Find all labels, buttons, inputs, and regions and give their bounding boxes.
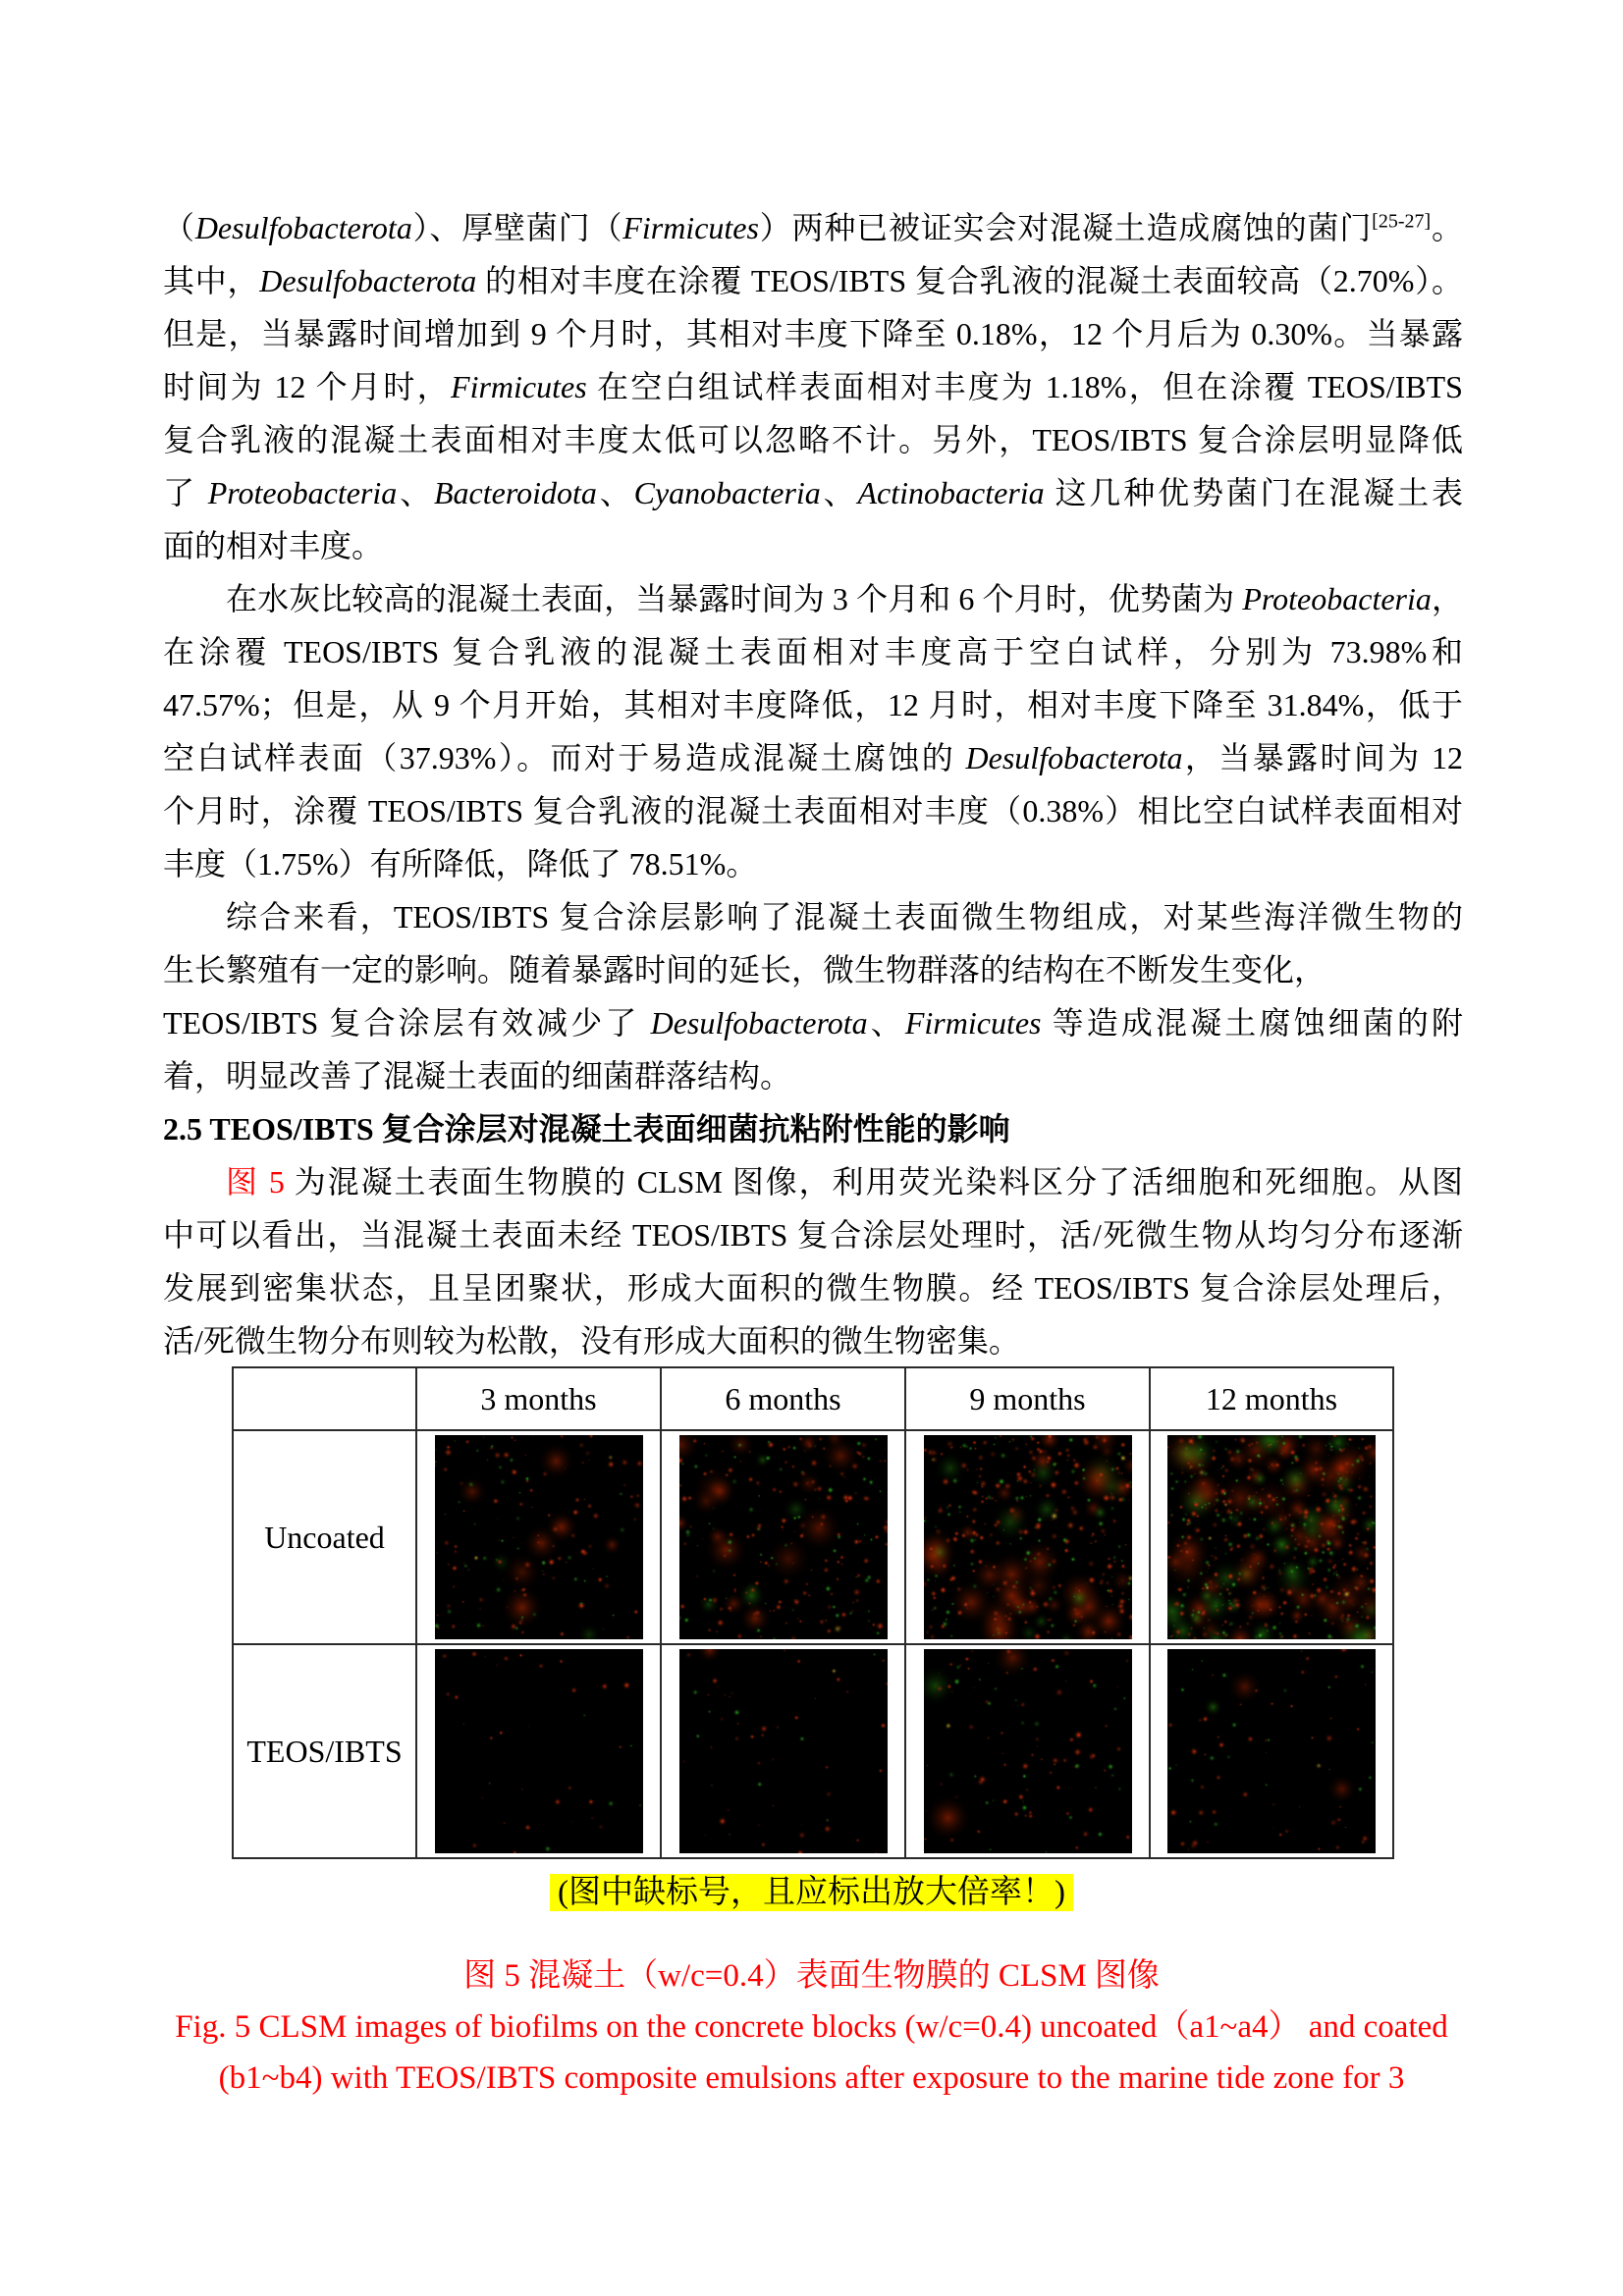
text-run: [25-27] — [1372, 210, 1432, 233]
text-run: 时间为 12 个月时， — [163, 369, 452, 404]
text-run: 生长繁殖有一定的影响。随着暴露时间的延长，微生物群落的结构在不断发生变化， — [163, 952, 1326, 988]
text-run: ，当暴露时间为 12 — [1182, 740, 1463, 775]
text-run: 、 — [867, 1005, 905, 1041]
text-line — [163, 996, 1463, 1049]
text-run: ）两种已被证实会对混凝土造成腐蚀的菌门 — [758, 210, 1373, 245]
text-run: 2.5 TEOS/IBTS 复合涂层对混凝土表面细菌抗粘附性能的影响 — [163, 1111, 1010, 1147]
text-line — [163, 1049, 1463, 1102]
taxon-name: Proteobacteria — [207, 475, 398, 510]
text-run: 综合来看，TEOS/IBTS 复合涂层影响了混凝土表面微生物组成，对某些海洋微生物的 — [226, 899, 1463, 934]
taxon-name: Desulfobacterota — [259, 263, 477, 298]
text-run: 在涂覆 TEOS/IBTS 复合乳液的混凝土表面相对丰度高于空白试样，分别为 73.98%和 — [163, 634, 1463, 669]
text-line — [163, 784, 1463, 837]
text-line — [163, 1314, 1463, 1367]
text-line — [163, 943, 1463, 996]
taxon-name: Bacteroidota — [433, 475, 597, 510]
text-line — [163, 572, 1463, 625]
text-run: 着，明显改善了混凝土表面的细菌群落结构。 — [163, 1058, 792, 1094]
text-run: 在空白组试样表面相对丰度为 1.18%，但在涂覆 TEOS/IBTS — [586, 369, 1463, 404]
table-row — [233, 1430, 1393, 1644]
image-cell — [661, 1430, 905, 1644]
header-cell-9-months: 9 months — [905, 1367, 1150, 1430]
image-cell — [905, 1430, 1150, 1644]
clsm-teosibts-6-months — [679, 1649, 888, 1853]
text-run: 、 — [820, 475, 858, 510]
text-run: 、 — [596, 475, 634, 510]
row-label-teos-ibts: TEOS/IBTS — [233, 1644, 416, 1858]
table-row — [233, 1644, 1393, 1858]
text-line — [163, 360, 1463, 413]
text-run: 空白试样表面（37.93%）。而对于易造成混凝土腐蚀的 — [163, 740, 966, 775]
text-run: 47.57%；但是，从 9 个月开始，其相对丰度降低，12 月时，相对丰度下降至 31.84%，低于 — [163, 687, 1463, 722]
text-run: 但是，当暴露时间增加到 9 个月时，其相对丰度下降至 0.18%，12 个月后为 0.30%。当暴露 — [163, 316, 1463, 351]
text-run: ， — [1431, 581, 1463, 616]
text-run: 其中， — [163, 263, 260, 298]
text-line — [163, 307, 1463, 360]
clsm-uncoated-6-months — [679, 1435, 888, 1639]
text-run: 在水灰比较高的混凝土表面，当暴露时间为 3 个月和 6 个月时，优势菌为 — [226, 581, 1243, 616]
text-line — [163, 1261, 1463, 1314]
figure-caption-en-line1: Fig. 5 CLSM images of biofilms on the concrete blocks (w/c=0.4) uncoated（a1~a4） and coated — [175, 2009, 1448, 2045]
text-run: 活/死微生物分布则较为松散，没有形成大面积的微生物密集。 — [163, 1323, 1020, 1359]
text-line — [163, 890, 1463, 943]
section-heading — [163, 1102, 1463, 1155]
text-run: 面的相对丰度。 — [163, 528, 384, 563]
text-line — [163, 254, 1463, 307]
row-label-uncoated: Uncoated — [233, 1430, 416, 1644]
image-cell — [416, 1644, 661, 1858]
image-cell — [416, 1430, 661, 1644]
text-run: 了 — [163, 475, 208, 510]
clsm-uncoated-3-months — [435, 1435, 643, 1639]
text-run: 的相对丰度在涂覆 TEOS/IBTS 复合乳液的混凝土表面较高（2.70%）。 — [476, 263, 1463, 298]
clsm-uncoated-9-months — [924, 1435, 1132, 1639]
text-line — [163, 413, 1463, 466]
image-cell — [1150, 1644, 1393, 1858]
taxon-name: Firmicutes — [904, 1005, 1042, 1041]
header-cell-empty — [233, 1367, 416, 1430]
text-run: 中可以看出，当混凝土表面未经 TEOS/IBTS 复合涂层处理时，活/死微生物从均匀分布逐渐 — [163, 1217, 1463, 1253]
text-line — [163, 625, 1463, 678]
taxon-name: Firmicutes — [622, 210, 759, 245]
text-run: 这几种优势菌门在混凝土表 — [1044, 475, 1463, 510]
taxon-name: Desulfobacterota — [650, 1005, 868, 1041]
image-cell — [661, 1644, 905, 1858]
figure-caption-en-line2: (b1~b4) with TEOS/IBTS composite emulsions after exposure to the marine tide zone for 3 — [218, 2060, 1405, 2096]
text-line — [163, 837, 1463, 890]
text-line — [163, 1155, 1463, 1208]
clsm-figure-table — [232, 1366, 1394, 1859]
text-run: ）、厚壁菌门（ — [411, 210, 623, 245]
text-run: 发展到密集状态，且呈团聚状，形成大面积的微生物膜。经 TEOS/IBTS 复合涂层处理后， — [163, 1270, 1463, 1306]
text-run: 等造成混凝土腐蚀细菌的附 — [1041, 1005, 1463, 1041]
clsm-teosibts-3-months — [435, 1649, 643, 1853]
header-cell-6-months: 6 months — [661, 1367, 905, 1430]
taxon-name: Actinobacteria — [857, 475, 1045, 510]
text-line — [163, 678, 1463, 731]
taxon-name: Desulfobacterota — [965, 740, 1183, 775]
text-run: 个月时，涂覆 TEOS/IBTS 复合乳液的混凝土表面相对丰度（0.38%）相比空白试样表面相对 — [163, 793, 1463, 828]
header-cell-12-months: 12 months — [1150, 1367, 1393, 1430]
header-cell-3-months: 3 months — [416, 1367, 661, 1430]
text-run: 、 — [397, 475, 434, 510]
reviewer-note-highlight: (图中缺标号，且应标出放大倍率！) — [550, 1874, 1073, 1911]
text-run: 。 — [1431, 210, 1463, 245]
text-run: 为混凝土表面生物膜的 CLSM 图像，利用荧光染料区分了活细胞和死细胞。从图 — [284, 1164, 1463, 1200]
body-text — [163, 201, 1463, 1367]
taxon-name: Desulfobacterota — [194, 210, 412, 245]
reviewer-note — [0, 1867, 1623, 1918]
taxon-name: Proteobacteria — [1242, 581, 1432, 616]
taxon-name: Firmicutes — [451, 369, 587, 404]
text-line — [163, 731, 1463, 784]
text-run: 图 5 — [226, 1164, 285, 1200]
text-run: 丰度（1.75%）有所降低，降低了 78.51%。 — [163, 846, 758, 881]
image-cell — [1150, 1430, 1393, 1644]
clsm-teosibts-12-months — [1167, 1649, 1376, 1853]
figure-caption-zh: 图 5 混凝土（w/c=0.4）表面生物膜的 CLSM 图像 — [463, 1958, 1160, 1994]
image-cell — [905, 1644, 1150, 1858]
text-run: TEOS/IBTS 复合涂层有效减少了 — [163, 1005, 651, 1041]
text-line — [163, 201, 1463, 254]
text-line — [163, 466, 1463, 519]
clsm-uncoated-12-months — [1167, 1435, 1376, 1639]
clsm-teosibts-9-months — [924, 1649, 1132, 1853]
text-line — [163, 519, 1463, 572]
text-line — [163, 1208, 1463, 1261]
text-run: 复合乳液的混凝土表面相对丰度太低可以忽略不计。另外，TEOS/IBTS 复合涂层明显降低 — [163, 422, 1463, 457]
text-run: （ — [163, 210, 195, 245]
taxon-name: Cyanobacteria — [633, 475, 821, 510]
clsm-table-header-row — [233, 1367, 1393, 1430]
